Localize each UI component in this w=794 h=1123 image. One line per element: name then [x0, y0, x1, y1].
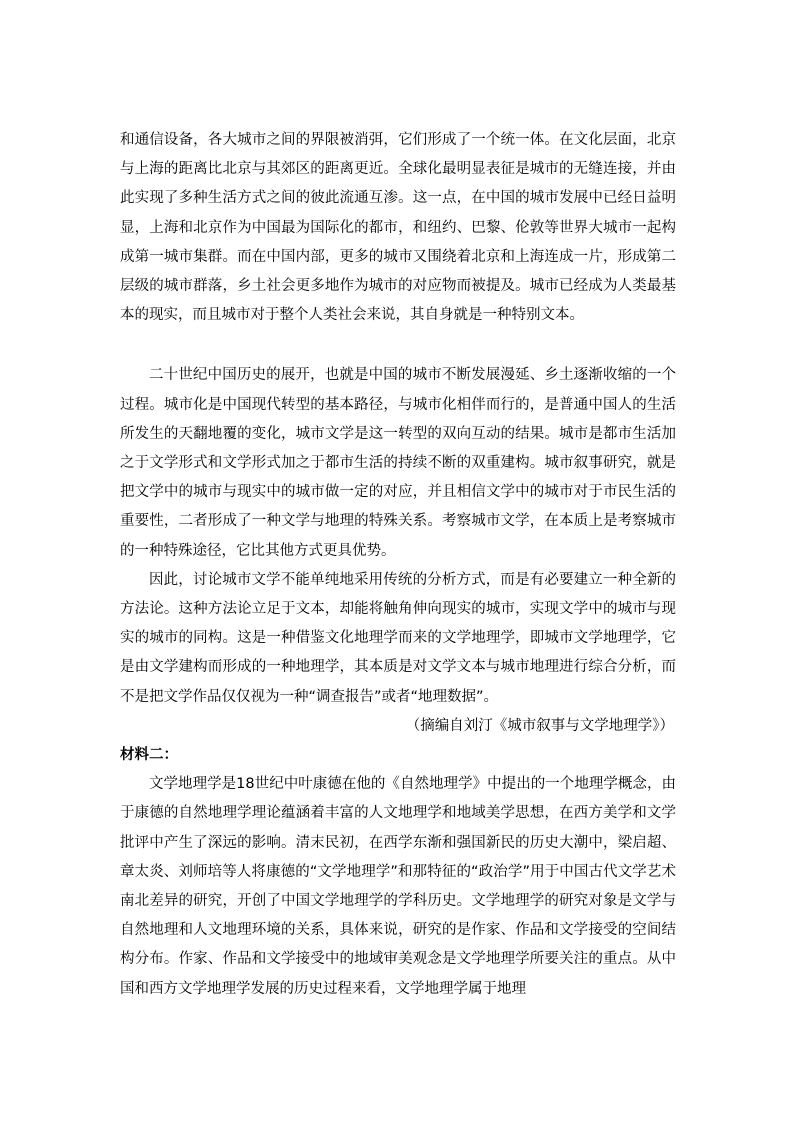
paragraph-city-integration: 和通信设备，各大城市之间的界限被消弭，它们形成了一个统一体。在文化层面，北京与上海的距离比北京与其郊区的距离更近。全球化最明显表征是城市的无缝连接，并由此实现了多种生活方式之间的彼此流通互渗。这一点，在中国的城市发展中已经日益明显，上海和北京作为中国最为国际化的都市，和纽约、巴黎、伦敦等世界大城市一起构成第一城市集群。而在中国内部，更多的城市又围绕着北京和上海连成一片，形成第二层级的城市群落，乡土社会更多地作为城市的对应物而被提及。城市已经成为人类最基本的现实，而且城市对于整个人类社会来说，其自身就是一种特别文本。	[120, 132, 676, 324]
source-citation: （摘编自刘汀《城市叙事与文学地理学》）	[405, 717, 674, 734]
paragraph-literary-geography: 文学地理学是18世纪中叶康德在他的《自然地理学》中提出的一个地理学概念，由于康德的自然地理学理论蕴涵着丰富的人文地理学和地域美学思想，在西方美学和文学批评中产生了深远的影响。清末民初，在西学东渐和强国新民的历史大潮中，梁启超、章太炎、刘师培等人将康德的“文学地理学”和那特征的“政治学”用于中国古代文学艺术南北差异的研究，开创了中国文学地理学的学科历史。文学地理学的研究对象是文学与自然地理和人文地理环境的关系，具体来说，研究的是作家、作品和文学接受的空间结构分布。作家、作品和文学接受中的地域审美观念是文学地理学所要关注的重点。从中国和西方文学地理学发展的历史过程来看，文学地理学属于地理	[120, 776, 676, 997]
material-two-heading: 材料二：	[120, 747, 178, 764]
paragraph-gap	[120, 330, 676, 361]
paragraph-twentieth-century: 二十世纪中国历史的展开，也就是中国的城市不断发展漫延、乡土逐渐收缩的一个过程。城市化是中国现代转型的基本路径，与城市化相伴而行的，是普通中国人的生活所发生的天翻地覆的变化，城市文学是这一转型的双向互动的结果。城市是都市生活加之于文学形式和文学形式加之于都市生活的持续不断的双重建构。城市叙事研究，就是把文学中的城市与现实中的城市做一定的对应，并且相信文学中的城市对于市民生活的重要性，二者形成了一种文学与地理的特殊关系。考察城市文学，在本质上是考察城市的一种特殊途径，它比其他方式更具优势。	[120, 367, 676, 559]
paragraph-methodology: 因此，讨论城市文学不能单纯地采用传统的分析方式，而是有必要建立一种全新的方法论。这种方法论立足于文本，却能将触角伸向现实的城市，实现文学中的城市与现实的城市的同构。这是一种借鉴文化地理学而来的文学地理学，即城市文学地理学，它是由文学建构而形成的一种地理学，其本质是对文学文本与城市地理进行综合分析，而不是把文学作品仅仅视为一种“调查报告”或者“地理数据”。	[120, 571, 676, 705]
document-page	[120, 126, 676, 1004]
